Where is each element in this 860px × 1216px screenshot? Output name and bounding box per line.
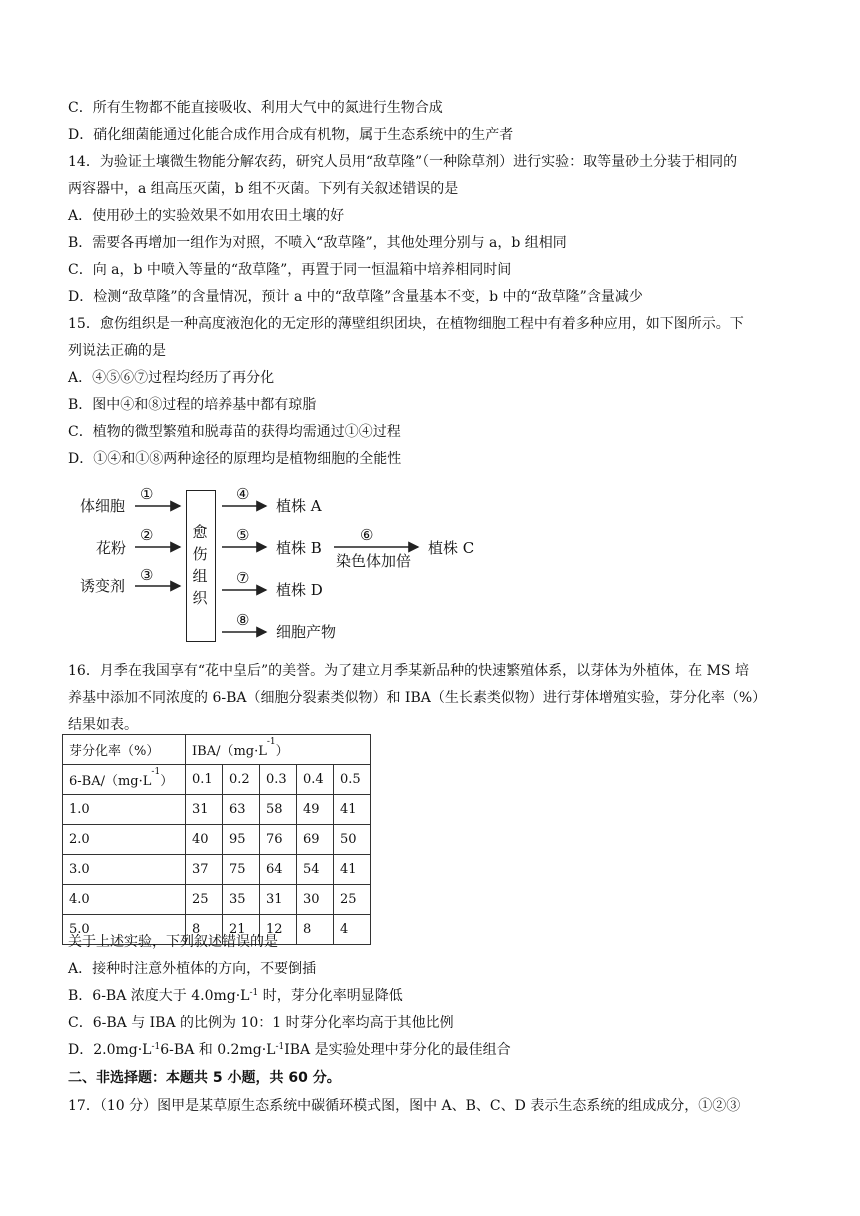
table-header-row-1 (63, 735, 371, 765)
q14-option-d: D．检测“敌草隆”的含量情况，预计 a 中的“敌草隆”含量基本不变，b 中的“敌草隆”含量减少 (68, 289, 643, 305)
q14-option-a: A．使用砂土的实验效果不如用农田土壤的好 (68, 208, 345, 224)
iba-level: 0.1 (186, 765, 223, 795)
q14-option-b: B．需要各再增加一组作为对照，不喷入“敌草隆”，其他处理分别与 a，b 组相同 (68, 235, 567, 251)
q16-option-d: D．$2.0mg\cdot L^{-1}6-BA$ 和 $0.2mg\cdot L^{-1}IBA$ 是实验处理中芽分化的最佳组合 (68, 1042, 511, 1058)
step-3-label: ③ (140, 566, 154, 584)
table-header-row-2 (63, 765, 371, 795)
output-plant-b: 植株 B (276, 539, 322, 557)
table-cell: 31 (260, 885, 297, 915)
input-somatic-cell: 体细胞 (80, 497, 126, 515)
q15-stem-line1: 15．愈伤组织是一种高度液泡化的无定形的薄壁组织团块，在植物细胞工程中有着多种应用，如下图所示。下 (68, 316, 744, 332)
iba-level: 0.2 (223, 765, 260, 795)
output-plant-c: 植株 C (428, 539, 475, 557)
q17-stem-line1: 17．（10 分）图甲是某草原生态系统中碳循环模式图，图中 A、B、C、D 表示生态系统的组成成分，①②③ (68, 1098, 741, 1114)
iba-level: 0.5 (334, 765, 371, 795)
table-row (63, 825, 371, 855)
q15-stem-line2: 列说法正确的是 (68, 343, 166, 359)
callus-label: 愈伤组织 (192, 523, 208, 607)
q14-stem-line1: 14．为验证土壤微生物能分解农药，研究人员用“敌草隆”（一种除草剂）进行实验：取等量砂土分装于相同的 (68, 154, 738, 170)
table-row (63, 795, 371, 825)
bud-differentiation-table (62, 734, 371, 945)
q15-option-c: C．植物的微型繁殖和脱毒苗的获得均需通过①④过程 (68, 424, 401, 440)
output-plant-d: 植株 D (276, 581, 323, 599)
iba-level: 0.3 (260, 765, 297, 795)
step-6-label: ⑥ (360, 526, 374, 544)
table-cell: 35 (223, 885, 260, 915)
table-cell: 41 (334, 855, 371, 885)
step-1-label: ① (140, 485, 154, 503)
step-5-label: ⑤ (236, 526, 250, 544)
q15-option-b: B．图中④和⑧过程的培养基中都有琼脂 (68, 397, 317, 413)
table-cell: 4 (334, 915, 371, 945)
q14-stem-line2: 两容器中，a 组高压灭菌，b 组不灭菌。下列有关叙述错误的是 (68, 181, 459, 197)
table-cell: 50 (334, 825, 371, 855)
step-2-label: ② (140, 526, 154, 544)
input-mutagen: 诱变剂 (80, 577, 126, 595)
ba-level: 2.0 (63, 825, 186, 855)
chromosome-doubling-label: 染色体加倍 (336, 552, 412, 570)
q16-stem-line1: 16．月季在我国享有“花中皇后”的美誉。为了建立月季某新品种的快速繁殖体系，以芽体为外植体，在 MS 培 (68, 663, 749, 679)
table-cell: 76 (260, 825, 297, 855)
q13-option-c: C．所有生物都不能直接吸收、利用大气中的氮进行生物合成 (68, 100, 443, 116)
output-cell-products: 细胞产物 (276, 623, 337, 641)
table-cell: 30 (297, 885, 334, 915)
table-corner-bottom: $6-BA/(mg\cdot L^{-1})$ (63, 765, 186, 795)
table-cell: 37 (186, 855, 223, 885)
table-cell: 75 (223, 855, 260, 885)
q16-stem-line2: 养基中添加不同浓度的 6-BA（细胞分裂素类似物）和 IBA（生长素类似物）进行芽体增殖实验，芽分化率（%） (68, 690, 767, 706)
table-cell: 69 (297, 825, 334, 855)
table-row (63, 885, 371, 915)
table-cell: 49 (297, 795, 334, 825)
q16-option-a: A．接种时注意外植体的方向，不要倒插 (68, 961, 317, 977)
input-pollen: 花粉 (96, 539, 127, 557)
iba-level: 0.4 (297, 765, 334, 795)
table-cell: 8 (297, 915, 334, 945)
ba-level: 3.0 (63, 855, 186, 885)
table-cell: 25 (334, 885, 371, 915)
table-corner-top: 芽分化率（%） (63, 735, 186, 765)
table-cell: 12 (260, 915, 297, 945)
q14-option-c: C．向 a，b 中喷入等量的“敌草隆”，再置于同一恒温箱中培养相同时间 (68, 262, 512, 278)
q15-option-d: D．①④和①⑧两种途径的原理均是植物细胞的全能性 (68, 451, 402, 467)
table-cell: 63 (223, 795, 260, 825)
table-cell: 8 (186, 915, 223, 945)
q16-option-b: B．6-BA 浓度大于 $4.0mg\cdot L^{-1}$ 时，芽分化率明显降低 (68, 988, 403, 1004)
step-4-label: ④ (236, 485, 250, 503)
table-cell: 41 (334, 795, 371, 825)
section-title: 二、非选择题：本题共 5 小题，共 60 分。 (68, 1070, 341, 1086)
q16-after-table: 关于上述实验，下列叙述错误的是 (68, 934, 278, 950)
q16-stem-line3: 结果如表。 (68, 717, 138, 733)
q16-option-c: C．6-BA 与 IBA 的比例为 10：1 时芽分化率均高于其他比例 (68, 1015, 454, 1031)
table-cell: 95 (223, 825, 260, 855)
table-cell: 25 (186, 885, 223, 915)
table-row (63, 855, 371, 885)
table-cell: 54 (297, 855, 334, 885)
output-plant-a: 植株 A (276, 497, 322, 515)
table-cell: 64 (260, 855, 297, 885)
ba-level: 4.0 (63, 885, 186, 915)
q13-option-d: D．硝化细菌能通过化能合成作用合成有机物，属于生态系统中的生产者 (68, 127, 514, 143)
iba-header: IBA/$(mg\cdot L^{-1})$ (186, 735, 371, 765)
step-7-label: ⑦ (236, 569, 250, 587)
ba-level: 5.0 (63, 915, 186, 945)
table-cell: 31 (186, 795, 223, 825)
table-cell: 21 (223, 915, 260, 945)
table-cell: 40 (186, 825, 223, 855)
ba-level: 1.0 (63, 795, 186, 825)
table-cell: 58 (260, 795, 297, 825)
q15-option-a: A．④⑤⑥⑦过程均经历了再分化 (68, 370, 275, 386)
step-8-label: ⑧ (236, 611, 250, 629)
